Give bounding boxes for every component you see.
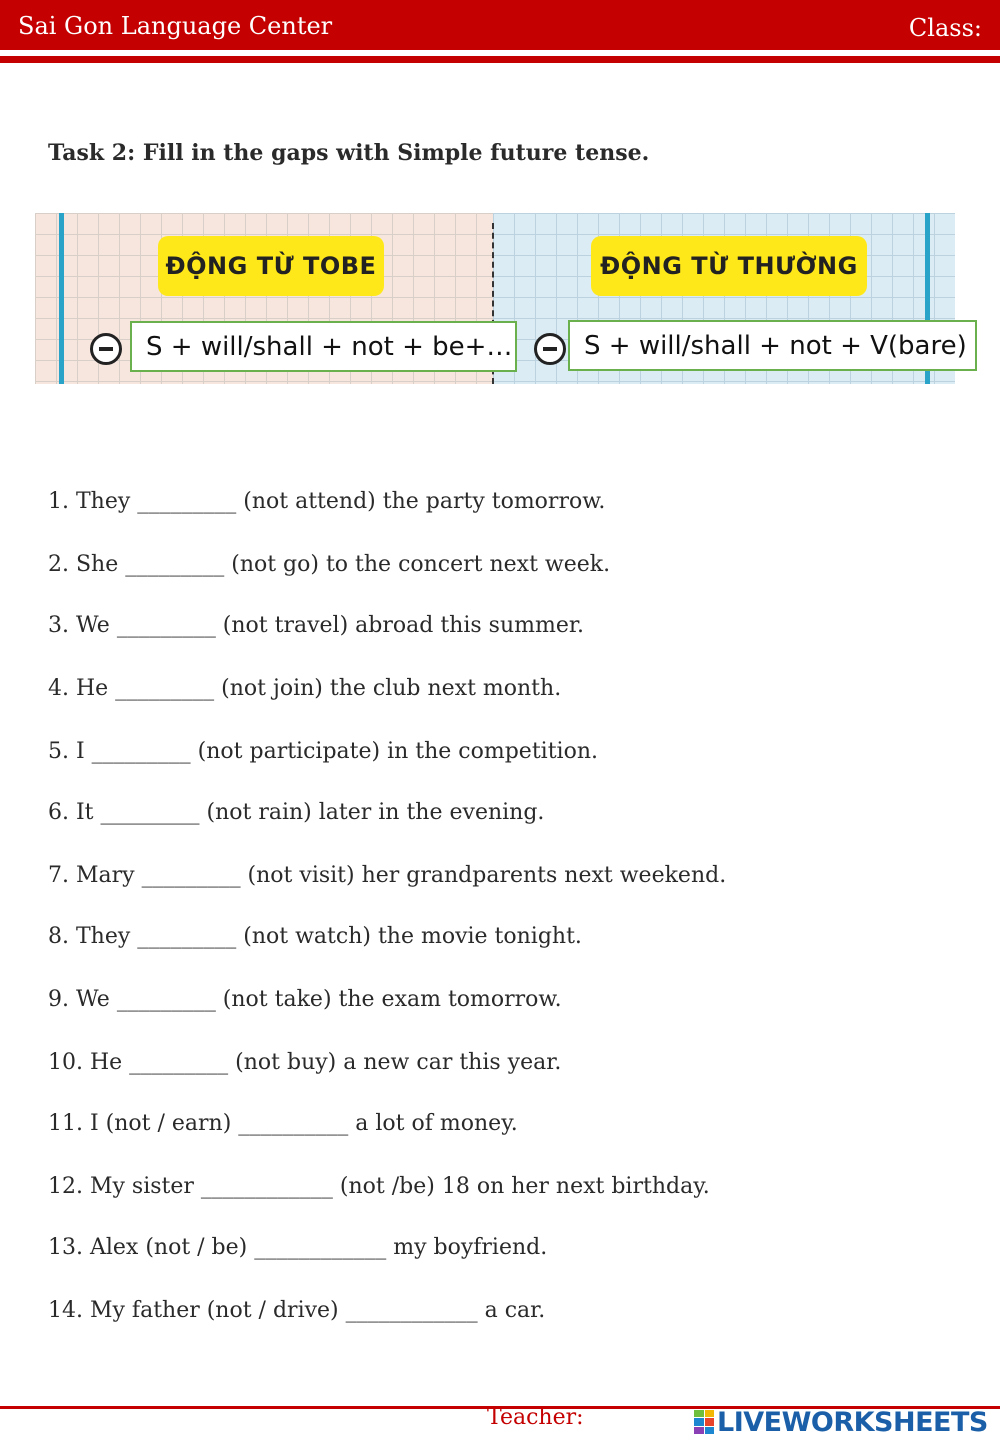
negative-minus-icon [90,333,122,365]
exercise-item[interactable]: 6. It _________ (not rain) later in the evening. [48,800,545,825]
banner-margin-line-left [59,213,64,384]
exercise-item[interactable]: 10. He _________ (not buy) a new car this year. [48,1050,562,1075]
exercise-item[interactable]: 12. My sister ____________ (not /be) 18 on her next birthday. [48,1174,710,1199]
exercise-item[interactable]: 2. She _________ (not go) to the concert next week. [48,552,611,577]
logo-icon [694,1410,714,1434]
exercise-item[interactable]: 5. I _________ (not participate) in the competition. [48,739,598,764]
negative-minus-icon [534,333,566,365]
exercise-item[interactable]: 14. My father (not / drive) ____________ a car. [48,1298,546,1323]
exercise-item[interactable]: 7. Mary _________ (not visit) her grandparents next weekend. [48,863,727,888]
exercise-item[interactable]: 1. They _________ (not attend) the party tomorrow. [48,489,606,514]
liveworksheets-logo[interactable] [694,1405,988,1439]
grammar-banner [35,213,967,384]
exercise-item[interactable]: 11. I (not / earn) __________ a lot of money. [48,1111,518,1136]
teacher-label: Teacher: [487,1405,584,1430]
exercise-item[interactable]: 9. We _________ (not take) the exam tomorrow. [48,987,562,1012]
class-label: Class: [908,14,982,42]
exercise-item[interactable]: 8. They _________ (not watch) the movie tonight. [48,924,582,949]
tobe-verb-title: ĐỘNG TỪ TOBE [158,236,384,296]
exercise-item[interactable]: 3. We _________ (not travel) abroad this summer. [48,613,584,638]
task-title: Task 2: Fill in the gaps with Simple future tense. [48,140,650,166]
logo-text: LIVEWORKSHEETS [717,1406,988,1438]
center-name: Sai Gon Language Center [18,12,333,40]
tobe-negative-formula: S + will/shall + not + be+… [130,321,517,372]
exercise-item[interactable]: 4. He _________ (not join) the club next month. [48,676,562,701]
header-divider [0,56,1000,63]
ordinary-verb-title: ĐỘNG TỪ THƯỜNG [591,236,867,296]
exercise-item[interactable]: 13. Alex (not / be) ____________ my boyfriend. [48,1235,548,1260]
verb-negative-formula: S + will/shall + not + V(bare) [568,320,977,371]
